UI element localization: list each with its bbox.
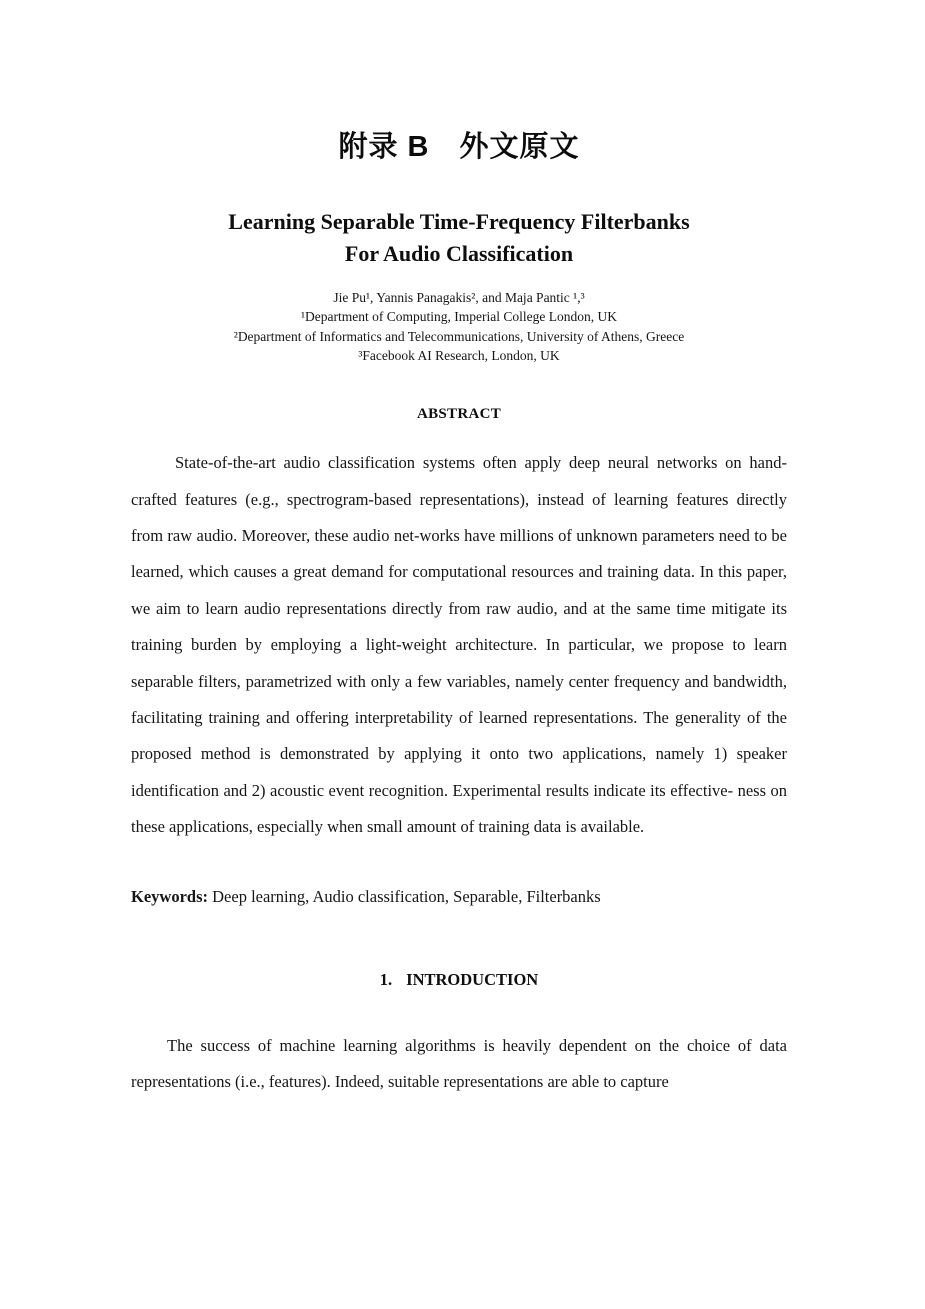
keywords-line	[131, 886, 787, 908]
paper-title-line2: For Audio Classification	[344, 241, 574, 266]
paper-title	[131, 206, 787, 270]
affiliation-1: ¹Department of Computing, Imperial College London, UK	[301, 309, 617, 325]
keywords-text: Deep learning, Audio classification, Separable, Filterbanks	[208, 886, 601, 906]
document-content	[0, 128, 925, 1100]
abstract-heading: ABSTRACT	[416, 406, 502, 423]
section-heading-introduction	[131, 969, 787, 991]
author-names: Jie Pu¹, Yannis Panagakis², and Maja Pantic ¹,³	[333, 290, 585, 305]
affiliation-2: ²Department of Informatics and Telecommunications, University of Athens, Greece	[233, 328, 685, 344]
section-number: 1.	[379, 969, 393, 989]
section-title: INTRODUCTION	[406, 969, 539, 989]
affiliation-3: ³Facebook AI Research, London, UK	[358, 347, 560, 363]
abstract-paragraph: State-of-the-art audio classification systems often apply deep neural networks on hand-crafted features (e.g., spectrogram-based representations), instead of learning features directly from raw audio. Moreover, these audio net-works have millions of unknown parameters need to be learned, which causes a great demand for computational resources and training data. In this paper, we aim to learn audio representations directly from raw audio, and at the same time mitigate its training burden by employing a light-weight architecture. In particular, we propose to learn separable filters, parametrized with only a few variables, namely center frequency and bandwidth, facilitating training and offering interpretability of learned representations. The generality of the proposed method is demonstrated by applying it onto two applications, namely 1) speaker identification and 2) acoustic event recognition. Experimental results indicate its effective- ness on these applications, especially when small amount of training data is available.	[131, 453, 787, 837]
keywords-label: Keywords:	[131, 886, 208, 906]
introduction-paragraph: The success of machine learning algorithms is heavily dependent on the choice of data representations (i.e., features). Indeed, suitable representations are able to capture	[131, 1035, 787, 1092]
appendix-heading: 附录 B 外文原文	[338, 131, 580, 163]
paper-title-line1: Learning Separable Time-Frequency Filterbanks	[228, 209, 690, 234]
author-block	[131, 288, 787, 365]
